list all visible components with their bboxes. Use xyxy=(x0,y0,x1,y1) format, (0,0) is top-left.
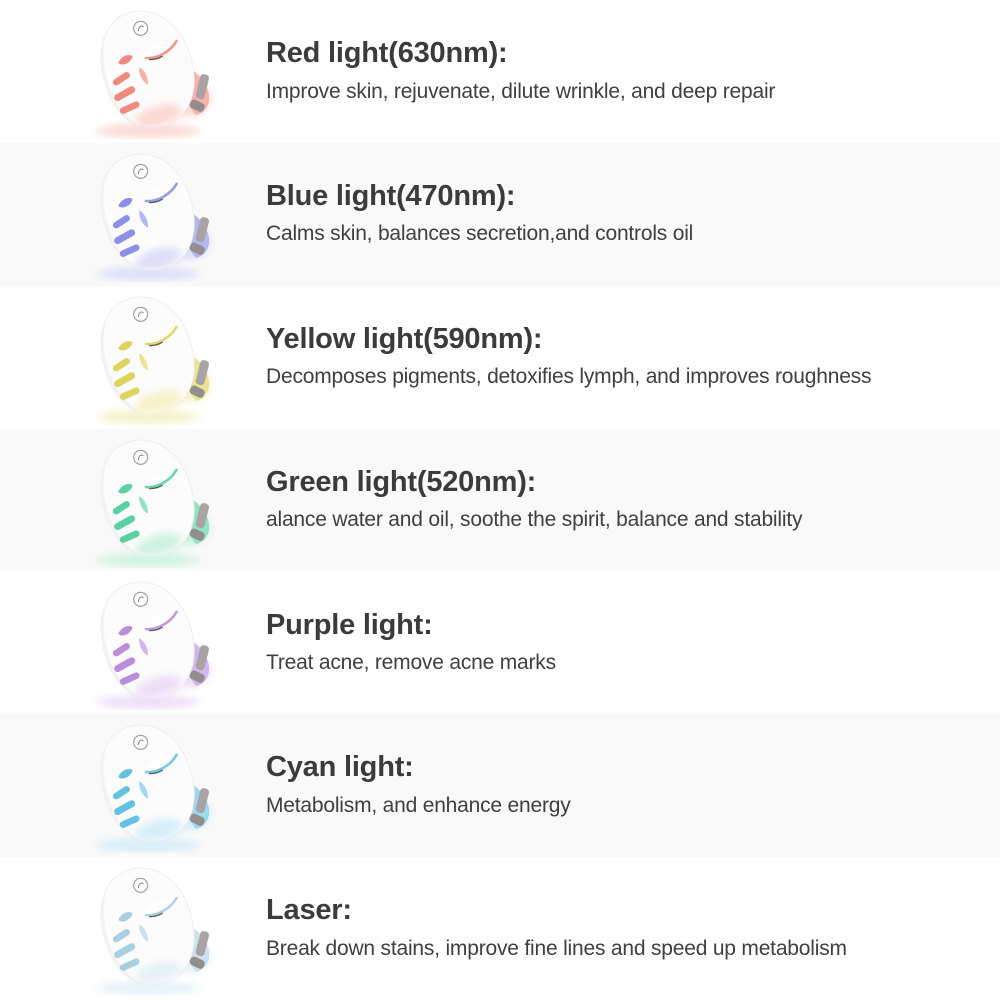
mask-body xyxy=(88,4,207,138)
light-mode-title: Red light(630nm): xyxy=(266,37,508,70)
light-mode-description: Metabolism, and enhance energy xyxy=(266,793,571,817)
light-mode-description: Calms skin, balances secretion,and controls oil xyxy=(266,222,694,246)
mask-body xyxy=(88,433,207,567)
row-red-light xyxy=(0,0,1000,143)
mask-photo-green xyxy=(66,433,236,568)
mask-body xyxy=(88,861,207,995)
mask-body xyxy=(88,718,207,852)
row-purple-light xyxy=(0,571,1000,714)
led-mask-icon xyxy=(66,575,236,710)
led-mask-icon xyxy=(66,290,236,425)
light-mode-copy xyxy=(266,609,556,678)
light-mode-title: Cyan light: xyxy=(266,751,414,784)
light-mode-title: Yellow light(590nm): xyxy=(266,322,543,355)
light-mode-title: Green light(520nm): xyxy=(266,465,537,498)
light-mode-copy xyxy=(266,180,693,249)
light-mode-description: Treat acne, remove acne marks xyxy=(266,650,556,674)
mask-body xyxy=(88,147,207,281)
row-yellow-light xyxy=(0,286,1000,429)
light-mode-copy xyxy=(266,37,775,106)
light-mode-copy xyxy=(266,323,871,392)
mask-photo-red xyxy=(66,4,236,139)
light-mode-title: Blue light(470nm): xyxy=(266,180,516,213)
led-mask-icon xyxy=(66,433,236,568)
mask-photo-blue xyxy=(66,147,236,282)
led-mask-icon xyxy=(66,4,236,139)
light-mode-description: alance water and oil, soothe the spirit, balance and stability xyxy=(266,508,803,532)
led-mask-icon xyxy=(66,861,236,996)
light-mode-description: Decomposes pigments, detoxifies lymph, and improves roughness xyxy=(266,365,872,389)
mask-photo-cyan xyxy=(66,718,236,853)
light-mode-description: Break down stains, improve fine lines and speed up metabolism xyxy=(266,936,847,960)
mask-body xyxy=(88,575,207,709)
led-mask-icon xyxy=(66,147,236,282)
light-mode-copy xyxy=(266,466,802,535)
mask-photo-purple xyxy=(66,575,236,710)
light-mode-copy xyxy=(266,894,847,963)
row-green-light xyxy=(0,429,1000,572)
light-mode-copy xyxy=(266,751,571,820)
light-mode-title: Laser: xyxy=(266,894,352,927)
row-blue-light xyxy=(0,143,1000,286)
light-mode-description: Improve skin, rejuvenate, dilute wrinkle, and deep repair xyxy=(266,79,776,103)
row-laser xyxy=(0,857,1000,1000)
mask-photo-yellow xyxy=(66,290,236,425)
mask-body xyxy=(88,290,207,424)
mask-photo-laser xyxy=(66,861,236,996)
led-mask-icon xyxy=(66,718,236,853)
row-cyan-light xyxy=(0,714,1000,857)
light-mode-title: Purple light: xyxy=(266,608,433,641)
